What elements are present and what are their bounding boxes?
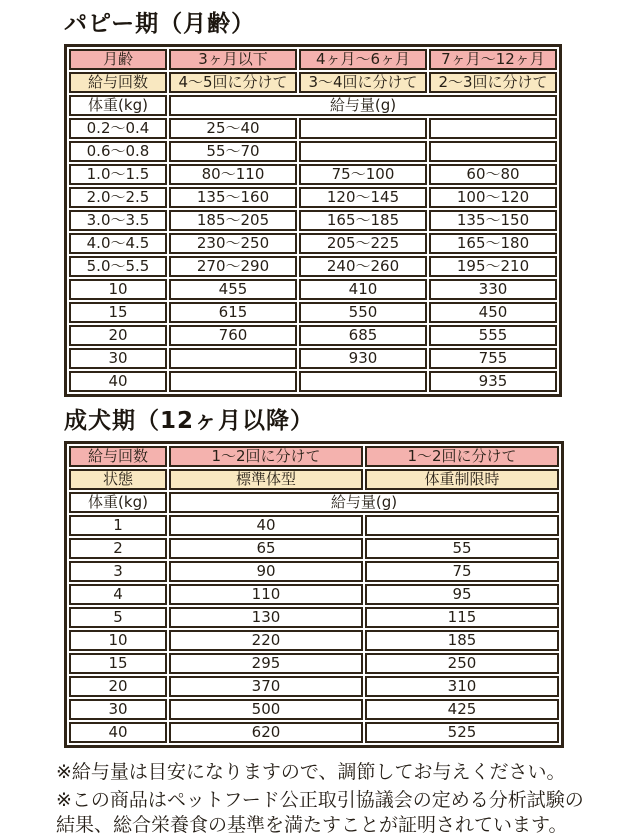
feed-amount-cell: [429, 118, 557, 139]
feed-amount-cell: 930: [299, 348, 427, 369]
adult-feeding-table: [64, 441, 564, 748]
feed-amount-cell: 130: [169, 607, 363, 628]
feed-amount-cell: 455: [169, 279, 297, 300]
feed-amount-cell: 615: [169, 302, 297, 323]
subheader-row-label: 給与回数: [69, 72, 167, 93]
feed-amount-cell: 80～110: [169, 164, 297, 185]
feed-amount-cell: 205～225: [299, 233, 427, 254]
feed-amount-cell: 55: [365, 538, 559, 559]
weight-cell: 10: [69, 279, 167, 300]
weight-cell: 4.0～4.5: [69, 233, 167, 254]
feed-amount-cell: 550: [299, 302, 427, 323]
feed-amount-cell: 935: [429, 371, 557, 392]
feed-amount-cell: 115: [365, 607, 559, 628]
feed-amount-cell: [299, 141, 427, 162]
feed-amount-cell: 755: [429, 348, 557, 369]
amount-span-header: 給与量(g): [169, 492, 559, 513]
note-nutrition-certification: ※この商品はペットフード公正取引協議会の定める分析試験の結果、総合栄養食の基準を満たすことが証明されています。: [56, 789, 584, 836]
feed-amount-cell: 250: [365, 653, 559, 674]
feed-amount-cell: 55～70: [169, 141, 297, 162]
weight-cell: 1.0～1.5: [69, 164, 167, 185]
weight-cell: 20: [69, 325, 167, 346]
weight-cell: 1: [69, 515, 167, 536]
feed-amount-cell: 75: [365, 561, 559, 582]
weight-cell: 15: [69, 302, 167, 323]
feed-amount-cell: 95: [365, 584, 559, 605]
feed-amount-cell: 220: [169, 630, 363, 651]
adult-section-title: 成犬期（12ヶ月以降）: [64, 408, 315, 434]
weight-cell: 5: [69, 607, 167, 628]
feed-amount-cell: 555: [429, 325, 557, 346]
feed-amount-cell: 195～210: [429, 256, 557, 277]
feed-amount-cell: [365, 515, 559, 536]
column-subheader: 4～5回に分けて: [169, 72, 297, 93]
weight-column-header: 体重(kg): [69, 492, 167, 513]
feed-amount-cell: 620: [169, 722, 363, 743]
weight-cell: 15: [69, 653, 167, 674]
feed-amount-cell: 110: [169, 584, 363, 605]
note-serving-adjustment: ※給与量は目安になりますので、調節してお与えください。: [56, 761, 566, 783]
weight-cell: 2: [69, 538, 167, 559]
footnotes: [56, 760, 596, 838]
feed-amount-cell: 240～260: [299, 256, 427, 277]
feed-amount-cell: 120～145: [299, 187, 427, 208]
feed-amount-cell: [169, 348, 297, 369]
feed-amount-cell: 135～150: [429, 210, 557, 231]
feed-amount-cell: 65: [169, 538, 363, 559]
column-header: 7ヶ月～12ヶ月: [429, 49, 557, 70]
feed-amount-cell: 185～205: [169, 210, 297, 231]
feed-amount-cell: 230～250: [169, 233, 297, 254]
feed-amount-cell: [299, 118, 427, 139]
feed-amount-cell: 370: [169, 676, 363, 697]
weight-cell: 4: [69, 584, 167, 605]
weight-cell: 3: [69, 561, 167, 582]
column-header: 1～2回に分けて: [169, 446, 363, 467]
feed-amount-cell: 185: [365, 630, 559, 651]
feed-amount-cell: 165～185: [299, 210, 427, 231]
column-header: 4ヶ月～6ヶ月: [299, 49, 427, 70]
weight-cell: 0.2～0.4: [69, 118, 167, 139]
feed-amount-cell: 75～100: [299, 164, 427, 185]
column-subheader: 2～3回に分けて: [429, 72, 557, 93]
feed-amount-cell: 500: [169, 699, 363, 720]
weight-cell: 40: [69, 371, 167, 392]
weight-cell: 0.6～0.8: [69, 141, 167, 162]
puppy-section-title: パピー期（月齢）: [64, 11, 256, 37]
weight-cell: 2.0～2.5: [69, 187, 167, 208]
weight-cell: 10: [69, 630, 167, 651]
weight-column-header: 体重(kg): [69, 95, 167, 116]
feed-amount-cell: 40: [169, 515, 363, 536]
weight-cell: 20: [69, 676, 167, 697]
column-subheader: 標準体型: [169, 469, 363, 490]
feed-amount-cell: 25～40: [169, 118, 297, 139]
header-row-label: 給与回数: [69, 446, 167, 467]
column-header: 1～2回に分けて: [365, 446, 559, 467]
column-subheader: 体重制限時: [365, 469, 559, 490]
weight-cell: 3.0～3.5: [69, 210, 167, 231]
weight-cell: 30: [69, 348, 167, 369]
amount-span-header: 給与量(g): [169, 95, 557, 116]
header-row-label: 月齢: [69, 49, 167, 70]
feed-amount-cell: 100～120: [429, 187, 557, 208]
feed-amount-cell: 330: [429, 279, 557, 300]
feed-amount-cell: 425: [365, 699, 559, 720]
feed-amount-cell: 60～80: [429, 164, 557, 185]
column-header: 3ヶ月以下: [169, 49, 297, 70]
subheader-row-label: 状態: [69, 469, 167, 490]
column-subheader: 3～4回に分けて: [299, 72, 427, 93]
weight-cell: 40: [69, 722, 167, 743]
feed-amount-cell: 410: [299, 279, 427, 300]
feed-amount-cell: 295: [169, 653, 363, 674]
feed-amount-cell: 270～290: [169, 256, 297, 277]
feed-amount-cell: 310: [365, 676, 559, 697]
feed-amount-cell: 525: [365, 722, 559, 743]
feed-amount-cell: [429, 141, 557, 162]
feed-amount-cell: 760: [169, 325, 297, 346]
feed-amount-cell: [299, 371, 427, 392]
weight-cell: 30: [69, 699, 167, 720]
feed-amount-cell: 90: [169, 561, 363, 582]
weight-cell: 5.0～5.5: [69, 256, 167, 277]
feed-amount-cell: 450: [429, 302, 557, 323]
feed-amount-cell: 685: [299, 325, 427, 346]
feed-amount-cell: 135～160: [169, 187, 297, 208]
feed-amount-cell: [169, 371, 297, 392]
puppy-feeding-table: [64, 44, 562, 397]
feed-amount-cell: 165～180: [429, 233, 557, 254]
